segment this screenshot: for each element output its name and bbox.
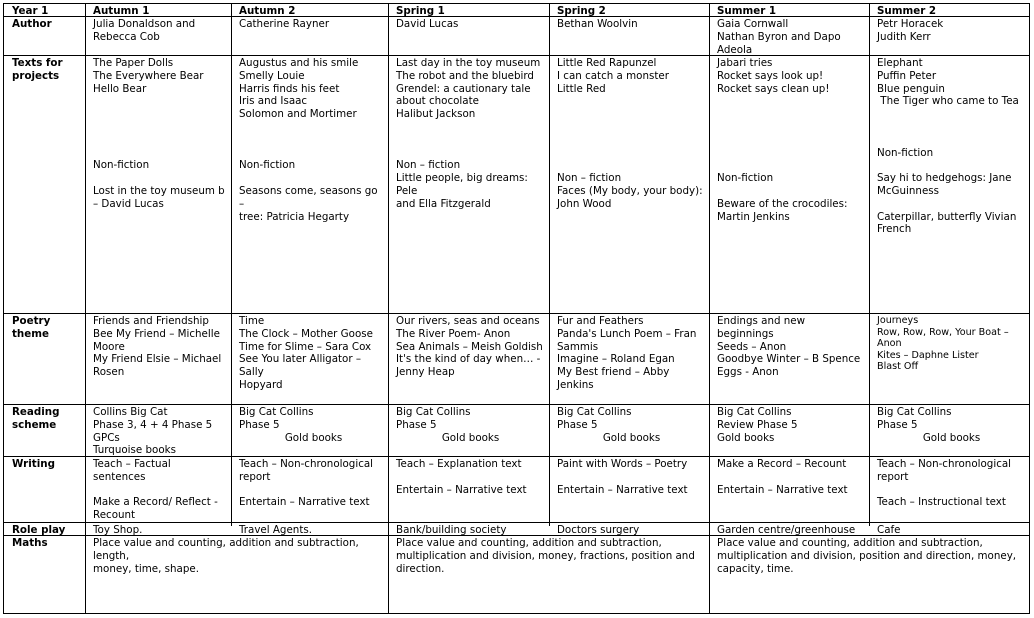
- cell-line: [717, 185, 863, 198]
- cell-line: Teach – Non-chronological: [877, 458, 1012, 470]
- cell-line: Gold books: [877, 431, 981, 444]
- cell-line: [239, 147, 382, 160]
- cell-line: The Paper Dolls: [93, 57, 174, 69]
- cell-line: Turquoise books: [93, 444, 176, 456]
- cell-line: Little Red Rapunzel: [557, 57, 657, 69]
- cell-line: Paint with Words – Poetry: [557, 458, 688, 470]
- cell-line: [557, 159, 703, 172]
- cell-line: [239, 484, 382, 497]
- cell-line: Sammis: [557, 340, 599, 353]
- cell-line: [557, 108, 703, 121]
- cell-line: Gold books: [239, 431, 343, 444]
- cell-line: Bank/building society: [396, 524, 507, 535]
- cell-line: Kites – Daphne Lister: [877, 349, 979, 361]
- cell-line: Big Cat Collins: [877, 406, 952, 418]
- cell-line: Blue penguin: [877, 82, 945, 95]
- cell-line: Friends and Friendship: [93, 315, 209, 327]
- row-label-author: Author: [12, 18, 52, 30]
- cell-writing-4: [549, 457, 709, 522]
- cell-line: capacity, time.: [717, 562, 794, 575]
- cell-poetry-3: [388, 314, 549, 404]
- cell-line: [557, 147, 703, 160]
- row-label-maths: Maths: [12, 537, 48, 549]
- cell-line: [93, 147, 225, 160]
- cell-line: French: [877, 223, 912, 236]
- cell-line: Time: [239, 315, 265, 327]
- cell-texts-6: [869, 56, 1029, 313]
- cell-line: Entertain – Narrative text: [717, 483, 848, 496]
- cell-line: Entertain – Narrative text: [239, 496, 370, 509]
- cell-line: – David Lucas: [93, 197, 164, 210]
- cell-writing-3: [388, 457, 549, 522]
- cell-line: Entertain – Narrative text: [396, 483, 527, 496]
- cell-roleplay-5: [709, 523, 869, 535]
- row-label-line: Poetry: [12, 315, 51, 327]
- cell-line: Recount: [93, 509, 136, 522]
- cell-line: Row, Row, Row, Your Boat –: [877, 326, 1009, 338]
- cell-line: Big Cat Collins: [557, 406, 632, 418]
- cell-line: The Clock – Mother Goose: [239, 327, 373, 340]
- cell-line: Non-fiction: [93, 159, 150, 172]
- cell-line: Halibut Jackson: [396, 108, 476, 121]
- cell-line: Moore: [93, 340, 125, 353]
- cell-maths-1: [85, 536, 388, 614]
- cell-line: Non – fiction: [396, 159, 461, 172]
- cell-line: Jabari tries: [717, 57, 773, 69]
- cell-line: David Lucas: [396, 18, 459, 30]
- cell-line: Elephant: [877, 57, 923, 69]
- cell-line: It's the kind of day when… -: [396, 353, 541, 366]
- cell-line: [877, 108, 1023, 121]
- cell-line: Little Red: [557, 82, 606, 95]
- cell-line: Journeys: [877, 315, 919, 326]
- cell-line: Seasons come, seasons go –: [239, 184, 381, 210]
- cell-line: Rocket says clean up!: [717, 82, 830, 95]
- cell-poetry-4: [549, 314, 709, 404]
- cell-line: multiplication and division, money, fractions, position and: [396, 549, 695, 562]
- cell-texts-2: [231, 56, 388, 313]
- cell-author-3: [388, 17, 549, 55]
- cell-line: Martin Jenkins: [717, 210, 790, 223]
- cell-roleplay-3: [388, 523, 549, 535]
- cell-line: and Ella Fitzgerald: [396, 197, 491, 210]
- cell-line: Make a Record – Recount: [717, 458, 847, 470]
- cell-line: Iris and Isaac: [239, 95, 308, 108]
- row-label-line: scheme: [12, 418, 57, 431]
- cell-line: [93, 172, 225, 185]
- cell-line: [396, 134, 543, 147]
- cell-line: Faces (My body, your body):: [557, 184, 703, 197]
- cell-line: Solomon and Mortimer: [239, 108, 357, 121]
- cell-line: [93, 484, 225, 497]
- cell-line: Smelly Louie: [239, 69, 305, 82]
- cell-line: multiplication and division, position and direction, money,: [717, 549, 1017, 562]
- cell-line: [877, 121, 1023, 134]
- row-label-writing: Writing: [12, 458, 55, 470]
- cell-line: Goodbye Winter – B Spence: [717, 353, 861, 366]
- cell-line: I can catch a monster: [557, 69, 669, 82]
- row-label-reading: [4, 405, 85, 456]
- cell-line: My Friend Elsie – Michael: [93, 353, 222, 366]
- cell-line: Hello Bear: [93, 82, 147, 95]
- cell-line: Gold books: [396, 431, 500, 444]
- cell-line: Garden centre/greenhouse: [717, 524, 856, 535]
- cell-line: [717, 159, 863, 172]
- cell-line: [239, 172, 382, 185]
- cell-line: Doctors surgery: [557, 524, 640, 535]
- cell-texts-3: [388, 56, 549, 313]
- cell-line: Eggs - Anon: [717, 366, 779, 379]
- cell-line: [717, 108, 863, 121]
- row-label-line: Texts for: [12, 57, 63, 69]
- cell-line: Julia Donaldson and: [93, 18, 196, 30]
- cell-line: [717, 121, 863, 134]
- cell-line: [877, 484, 1023, 497]
- cell-line: GPCs: [93, 431, 120, 444]
- cell-line: Imagine – Roland Egan: [557, 353, 675, 366]
- header-term-summer-1: Summer 1: [717, 5, 777, 16]
- cell-maths-3: [709, 536, 1029, 614]
- cell-line: See You later Alligator – Sally: [239, 353, 365, 379]
- cell-texts-1: [85, 56, 231, 313]
- cell-line: The robot and the bluebird: [396, 69, 534, 82]
- cell-line: [557, 121, 703, 134]
- cell-roleplay-4: [549, 523, 709, 535]
- cell-line: Seeds – Anon: [717, 340, 787, 353]
- cell-line: Rocket says look up!: [717, 69, 824, 82]
- cell-line: money, time, shape.: [93, 562, 199, 575]
- cell-line: Non-fiction: [877, 146, 934, 159]
- row-label-roleplay: Role play: [12, 524, 66, 535]
- cell-line: Teach – Non-chronological: [239, 458, 374, 470]
- cell-writing-2: [231, 457, 388, 522]
- header-term-autumn-2: Autumn 2: [239, 5, 296, 16]
- cell-author-2: [231, 17, 388, 55]
- cell-line: Last day in the toy museum: [396, 57, 541, 69]
- cell-line: Make a Record/ Reflect -: [93, 496, 218, 509]
- cell-line: Anon: [877, 338, 902, 349]
- cell-line: Fur and Feathers: [557, 315, 644, 327]
- cell-line: Petr Horacek: [877, 18, 944, 30]
- cell-line: Teach – Explanation text: [396, 458, 522, 470]
- cell-line: Hopyard: [239, 378, 283, 391]
- cell-line: Gold books: [717, 431, 775, 444]
- cell-line: [717, 95, 863, 108]
- cell-author-5: [709, 17, 869, 55]
- cell-poetry-1: [85, 314, 231, 404]
- cell-line: Little people, big dreams: Pele: [396, 172, 532, 197]
- cell-line: Rebecca Cob: [93, 30, 160, 43]
- cell-line: Our rivers, seas and oceans: [396, 315, 540, 327]
- cell-poetry-2: [231, 314, 388, 404]
- cell-line: Entertain – Narrative text: [557, 483, 688, 496]
- cell-reading-1: [85, 405, 231, 456]
- cell-line: [557, 134, 703, 147]
- cell-line: Sea Animals – Meish Goldish: [396, 340, 543, 353]
- cell-line: Blast Off: [877, 361, 919, 372]
- cell-line: Phase 5: [396, 418, 437, 431]
- cell-line: McGuinness: [877, 184, 940, 197]
- cell-line: [717, 147, 863, 160]
- cell-line: Teach – Instructional text: [877, 496, 1006, 509]
- cell-line: Phase 3, 4 + 4 Phase 5: [93, 418, 213, 431]
- cell-line: Big Cat Collins: [239, 406, 314, 418]
- cell-line: [93, 95, 225, 108]
- cell-line: Catherine Rayner: [239, 18, 330, 30]
- cell-line: Non-fiction: [717, 172, 774, 185]
- row-label-texts: [4, 56, 85, 313]
- header-term-summer-2: Summer 2: [877, 5, 937, 16]
- cell-line: Teach – Factual sentences: [93, 458, 175, 483]
- header-term-autumn-1: Autumn 1: [93, 5, 150, 16]
- cell-line: Augustus and his smile: [239, 57, 359, 69]
- cell-line: John Wood: [557, 197, 612, 210]
- cell-line: [93, 108, 225, 121]
- cell-line: Grendel: a cautionary tale: [396, 82, 531, 95]
- cell-line: [877, 134, 1023, 147]
- cell-line: Place value and counting, addition and subtraction, length,: [93, 537, 363, 562]
- cell-author-6: [869, 17, 1029, 55]
- cell-line: [717, 471, 863, 484]
- cell-line: Say hi to hedgehogs: Jane: [877, 172, 1012, 185]
- cell-roleplay-1: [85, 523, 231, 535]
- cell-line: Endings and new beginnings: [717, 315, 809, 340]
- header-term-spring-1: Spring 1: [396, 5, 445, 16]
- cell-line: [396, 121, 543, 134]
- cell-line: about chocolate: [396, 95, 479, 108]
- header-term-spring-2: Spring 2: [557, 5, 606, 16]
- cell-line: [717, 134, 863, 147]
- cell-line: Bee My Friend – Michelle: [93, 327, 220, 340]
- cell-line: Nathan Byron and Dapo: [717, 30, 841, 43]
- cell-line: Lost in the toy museum b: [93, 184, 225, 197]
- cell-writing-6: [869, 457, 1029, 522]
- cell-line: Cafe: [877, 524, 901, 535]
- cell-line: Gaia Cornwall: [717, 18, 789, 30]
- cell-line: direction.: [396, 562, 445, 575]
- cell-poetry-6: [869, 314, 1029, 404]
- cell-line: [877, 198, 1023, 211]
- cell-roleplay-2: [231, 523, 388, 535]
- cell-line: The Everywhere Bear: [93, 69, 204, 82]
- cell-line: Non-fiction: [239, 159, 296, 172]
- curriculum-table: [3, 3, 1030, 614]
- cell-texts-5: [709, 56, 869, 313]
- cell-line: Travel Agents.: [239, 524, 312, 535]
- cell-line: Gold books: [557, 431, 661, 444]
- cell-line: Puffin Peter: [877, 69, 937, 82]
- cell-reading-5: [709, 405, 869, 456]
- cell-line: Place value and counting, addition and subtraction,: [717, 537, 983, 549]
- cell-line: [877, 159, 1023, 172]
- cell-line: Judith Kerr: [877, 30, 931, 43]
- cell-line: Caterpillar, butterfly Vivian: [877, 210, 1017, 223]
- cell-line: [557, 95, 703, 108]
- row-label-line: Reading: [12, 406, 60, 418]
- cell-line: Panda's Lunch Poem – Fran: [557, 327, 697, 340]
- cell-line: Harris finds his feet: [239, 82, 340, 95]
- cell-line: Phase 5: [557, 418, 598, 431]
- cell-line: Place value and counting, addition and subtraction,: [396, 537, 662, 549]
- cell-line: My Best friend – Abby Jenkins: [557, 366, 673, 391]
- cell-line: Review Phase 5: [717, 418, 798, 431]
- cell-line: Adeola: [717, 43, 753, 55]
- cell-line: Non – fiction: [557, 172, 622, 185]
- cell-line: [396, 147, 543, 160]
- cell-writing-5: [709, 457, 869, 522]
- cell-writing-1: [85, 457, 231, 522]
- cell-line: [93, 121, 225, 134]
- cell-line: Big Cat Collins: [717, 406, 792, 418]
- cell-line: Beware of the crocodiles:: [717, 197, 848, 210]
- cell-line: The River Poem- Anon: [396, 327, 511, 340]
- cell-line: report: [877, 470, 909, 483]
- row-label-line: projects: [12, 69, 60, 82]
- cell-reading-2: [231, 405, 388, 456]
- cell-line: [93, 134, 225, 147]
- row-label-poetry: [4, 314, 85, 404]
- cell-maths-2: [388, 536, 709, 614]
- cell-line: Big Cat Collins: [396, 406, 471, 418]
- cell-author-4: [549, 17, 709, 55]
- cell-reading-3: [388, 405, 549, 456]
- cell-line: Phase 5: [239, 418, 280, 431]
- cell-roleplay-6: [869, 523, 1029, 535]
- cell-line: Collins Big Cat: [93, 406, 168, 418]
- cell-line: [239, 134, 382, 147]
- cell-line: The Tiger who came to Tea: [877, 95, 1019, 108]
- cell-reading-4: [549, 405, 709, 456]
- row-label-line: theme: [12, 327, 49, 340]
- cell-poetry-5: [709, 314, 869, 404]
- cell-line: Bethan Woolvin: [557, 18, 638, 30]
- cell-line: Rosen: [93, 366, 125, 379]
- cell-line: [396, 471, 543, 484]
- cell-line: Phase 5: [877, 418, 918, 431]
- cell-texts-4: [549, 56, 709, 313]
- cell-line: [557, 471, 703, 484]
- cell-line: Toy Shop.: [93, 524, 143, 535]
- cell-line: report: [239, 470, 271, 483]
- cell-line: tree: Patricia Hegarty: [239, 210, 350, 223]
- cell-line: [239, 121, 382, 134]
- cell-author-1: [85, 17, 231, 55]
- header-year: Year 1: [12, 5, 49, 16]
- cell-reading-6: [869, 405, 1029, 456]
- cell-line: Jenny Heap: [396, 366, 455, 379]
- cell-line: Time for Slime – Sara Cox: [239, 340, 372, 353]
